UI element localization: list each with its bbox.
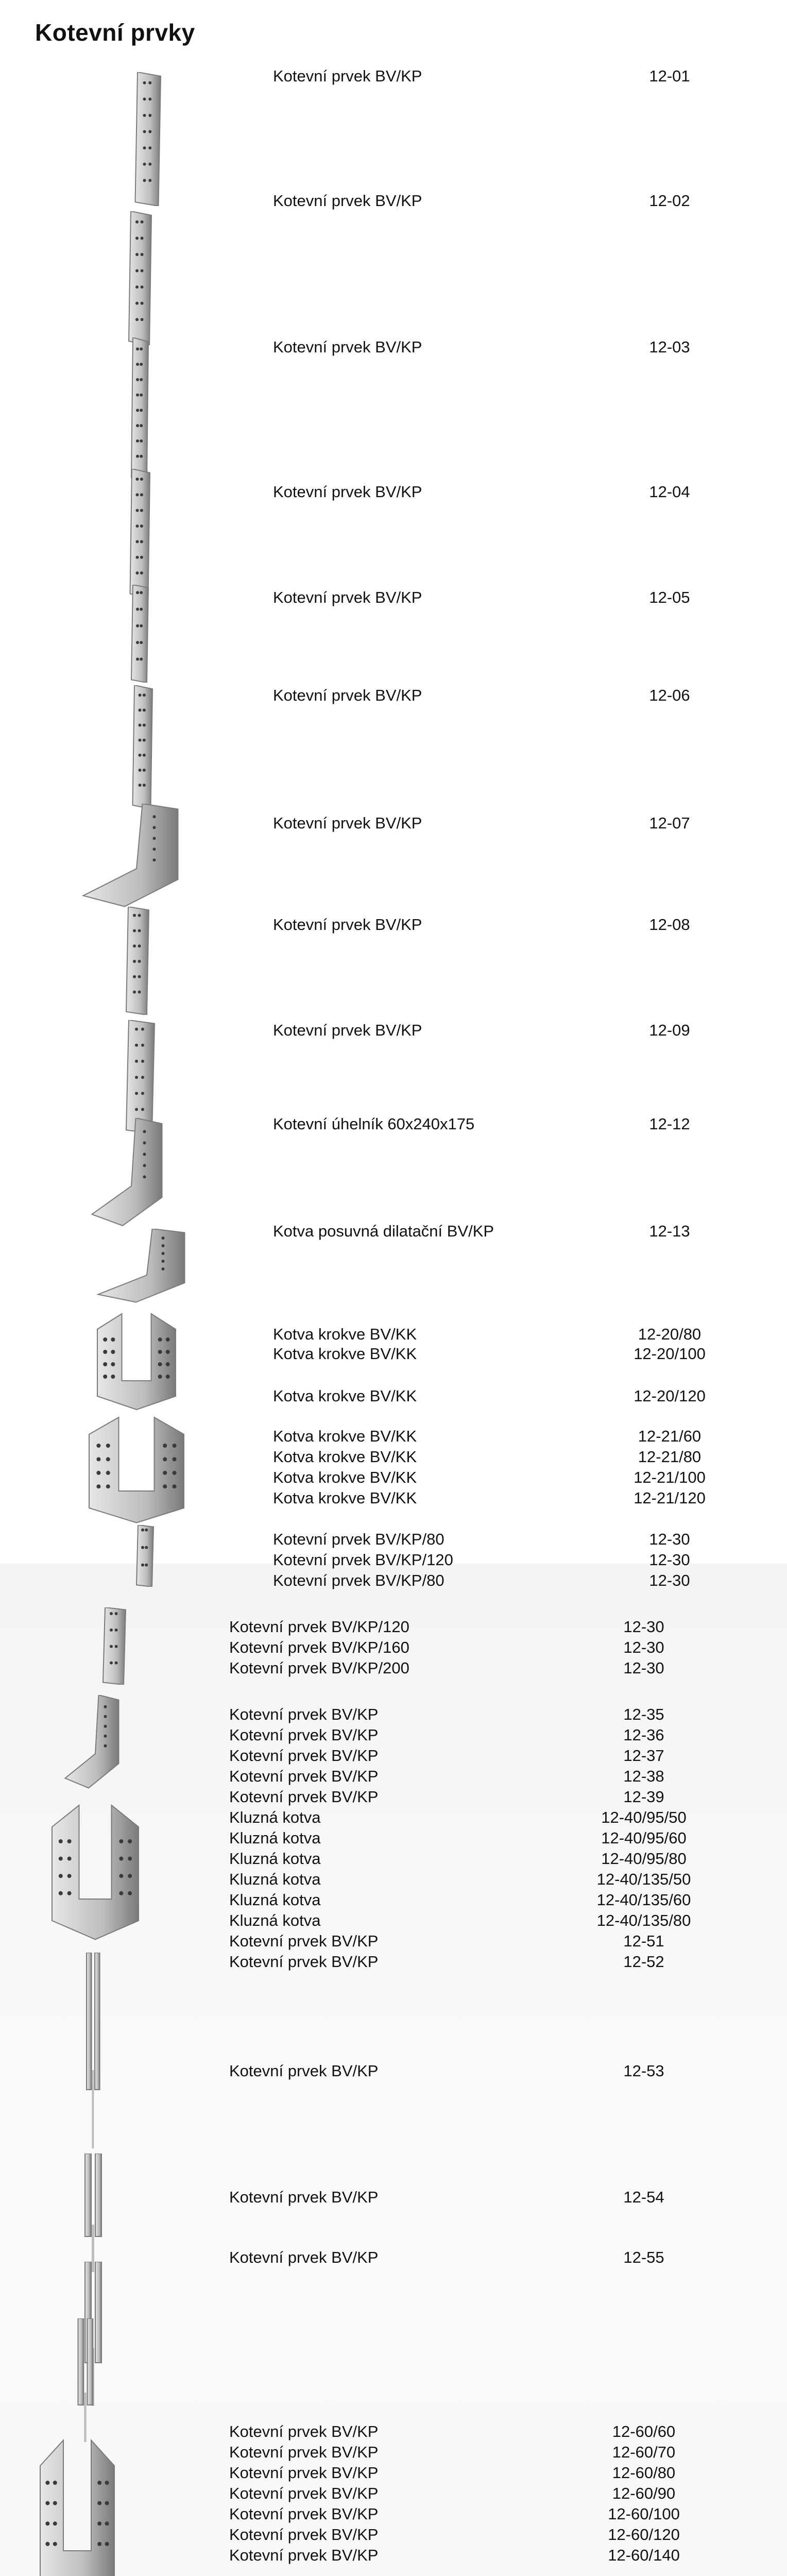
post-anchor-12-51-image xyxy=(72,1953,113,2148)
product-code: 12-20/100 xyxy=(634,1345,706,1363)
rafter-anchor-12-20-image xyxy=(88,1309,185,1412)
product-code: 12-53 xyxy=(623,2062,664,2080)
product-name: Kotva krokve BV/KK xyxy=(273,1387,417,1405)
product-name: Kotva krokve BV/KK xyxy=(273,1427,417,1445)
product-code: 12-20/80 xyxy=(638,1325,702,1343)
post-base-12-40-image xyxy=(41,1798,149,1942)
product-code: 12-36 xyxy=(623,1726,664,1744)
product-name: Kotevní prvek BV/KP xyxy=(229,2526,379,2544)
plate-strap-12-09-image xyxy=(113,1020,165,1133)
plate-strap-12-04-image xyxy=(121,469,157,598)
product-code: 12-30 xyxy=(649,1571,690,1589)
product-code: 12-38 xyxy=(623,1767,664,1785)
product-code: 12-60/80 xyxy=(612,2464,676,2482)
product-name: Kotevní prvek BV/KP xyxy=(229,2248,379,2266)
product-code: 12-40/135/50 xyxy=(596,1870,691,1888)
product-name: Kluzná kotva xyxy=(229,1808,321,1826)
product-code: 12-40/95/50 xyxy=(601,1808,687,1826)
product-name: Kluzná kotva xyxy=(229,1891,321,1909)
product-name: Kotva krokve BV/KK xyxy=(273,1489,417,1507)
product-name: Kotevní prvek BV/KP/120 xyxy=(229,1618,409,1636)
product-name: Kluzná kotva xyxy=(229,1870,321,1888)
product-name: Kotevní prvek BV/KP xyxy=(229,2422,379,2441)
plate-strap-12-06-image xyxy=(124,685,160,809)
product-code: 12-09 xyxy=(649,1021,690,1039)
angle-12-35-image xyxy=(62,1695,129,1793)
product-code: 12-01 xyxy=(649,67,690,85)
product-name: Kotevní prvek BV/KP xyxy=(229,2546,379,2564)
product-name: Kotevní prvek BV/KP xyxy=(229,1705,379,1723)
product-name: Kotevní prvek BV/KP xyxy=(273,483,422,501)
product-name: Kotevní prvek BV/KP xyxy=(273,1021,422,1039)
product-name: Kotevní prvek BV/KP xyxy=(229,1767,379,1785)
product-row xyxy=(0,685,787,706)
plate-12-30-small-image xyxy=(129,1525,160,1587)
product-code: 12-07 xyxy=(649,814,690,832)
product-code: 12-21/100 xyxy=(634,1468,706,1486)
product-code: 12-03 xyxy=(649,338,690,356)
product-name: Kotevní prvek BV/KP xyxy=(229,1932,379,1950)
product-code: 12-52 xyxy=(623,1953,664,1971)
plate-strap-12-03-image xyxy=(124,337,155,482)
product-code: 12-60/140 xyxy=(608,2546,680,2564)
plate-strap-12-02-image xyxy=(118,211,160,345)
product-code: 12-21/60 xyxy=(638,1427,702,1445)
product-name: Kluzná kotva xyxy=(229,1850,321,1868)
product-code: 12-60/100 xyxy=(608,2505,680,2523)
product-name: Kotva krokve BV/KK xyxy=(273,1448,417,1466)
product-code: 12-13 xyxy=(649,1222,690,1240)
product-code: 12-40/95/80 xyxy=(601,1850,687,1868)
product-row xyxy=(0,1952,787,1972)
product-code: 12-40/95/60 xyxy=(601,1829,687,1847)
product-row xyxy=(0,66,787,87)
product-name: Kotevní prvek BV/KP xyxy=(229,2464,379,2482)
product-row xyxy=(0,587,787,608)
product-code: 12-35 xyxy=(623,1705,664,1723)
product-code: 12-02 xyxy=(649,192,690,210)
product-name: Kotevní úhelník 60x240x175 xyxy=(273,1115,475,1133)
plate-12-30-image xyxy=(93,1607,134,1685)
product-name: Kluzná kotva xyxy=(229,1911,321,1929)
product-row xyxy=(0,1550,787,1570)
product-name: Kotevní prvek BV/KP/120 xyxy=(273,1551,453,1569)
product-name: Kotevní prvek BV/KP xyxy=(229,2505,379,2523)
product-name: Kotevní prvek BV/KP xyxy=(229,2443,379,2461)
product-name: Kotevní prvek BV/KP xyxy=(273,686,422,704)
product-name: Kotevní prvek BV/KP xyxy=(273,588,422,606)
product-name: Kotevní prvek BV/KP xyxy=(273,338,422,356)
product-row xyxy=(0,2061,787,2081)
product-code: 12-21/120 xyxy=(634,1489,706,1507)
product-code: 12-30 xyxy=(623,1638,664,1656)
product-name: Kotva posuvná dilatační BV/KP xyxy=(273,1222,494,1240)
product-row xyxy=(0,191,787,211)
post-anchor-12-53-image xyxy=(67,2154,118,2272)
product-name: Kotva krokve BV/KK xyxy=(273,1345,417,1363)
product-row xyxy=(0,482,787,502)
product-name: Kotevní prvek BV/KP xyxy=(229,1726,379,1744)
product-code: 12-51 xyxy=(623,1932,664,1950)
product-code: 12-60/60 xyxy=(612,2422,676,2441)
plate-strap-12-08-image xyxy=(116,907,157,1015)
product-code: 12-37 xyxy=(623,1747,664,1765)
product-code: 12-08 xyxy=(649,916,690,934)
product-name: Kotevní prvek BV/KP xyxy=(273,192,422,210)
product-code: 12-40/135/80 xyxy=(596,1911,691,1929)
product-code: 12-30 xyxy=(649,1530,690,1548)
product-name: Kotevní prvek BV/KP xyxy=(229,2062,379,2080)
product-code: 12-60/70 xyxy=(612,2443,676,2461)
product-code: 12-21/80 xyxy=(638,1448,702,1466)
product-code: 12-60/120 xyxy=(608,2526,680,2544)
product-code: 12-04 xyxy=(649,483,690,501)
product-name: Kotva krokve BV/KK xyxy=(273,1325,417,1343)
post-base-12-60-image xyxy=(31,2432,124,2576)
plate-strap-12-01-image xyxy=(124,72,170,206)
product-code: 12-06 xyxy=(649,686,690,704)
product-code: 12-54 xyxy=(623,2188,664,2206)
product-code: 12-20/120 xyxy=(634,1387,706,1405)
product-code: 12-30 xyxy=(623,1618,664,1636)
post-anchor-12-55-image xyxy=(62,2318,108,2442)
rafter-anchor-12-21-image xyxy=(77,1412,196,1525)
product-name: Kotevní prvek BV/KP xyxy=(273,814,422,832)
product-name: Kotevní prvek BV/KP/160 xyxy=(229,1638,409,1656)
angle-bracket-12-12-image xyxy=(88,1118,175,1231)
product-name: Kotevní prvek BV/KP xyxy=(229,1788,379,1806)
page-title: Kotevní prvky xyxy=(35,19,195,46)
product-row xyxy=(0,1570,787,1591)
product-code: 12-30 xyxy=(649,1551,690,1569)
product-name: Kotevní prvek BV/KP xyxy=(229,2188,379,2206)
product-name: Kotva krokve BV/KK xyxy=(273,1468,417,1486)
angle-plate-12-07-image xyxy=(77,804,196,912)
product-code: 12-55 xyxy=(623,2248,664,2266)
product-name: Kotevní prvek BV/KP xyxy=(229,2484,379,2502)
product-code: 12-30 xyxy=(623,1659,664,1677)
product-name: Kotevní prvek BV/KP xyxy=(273,916,422,934)
product-name: Kluzná kotva xyxy=(229,1829,321,1847)
product-name: Kotevní prvek BV/KP/80 xyxy=(273,1530,444,1548)
product-name: Kotevní prvek BV/KP xyxy=(273,67,422,85)
product-code: 12-60/90 xyxy=(612,2484,676,2502)
product-name: Kotevní prvek BV/KP/200 xyxy=(229,1659,409,1677)
product-name: Kotevní prvek BV/KP/80 xyxy=(273,1571,444,1589)
product-name: Kotevní prvek BV/KP xyxy=(229,1747,379,1765)
product-name: Kotevní prvek BV/KP xyxy=(229,1953,379,1971)
product-row xyxy=(0,1529,787,1550)
product-code: 12-12 xyxy=(649,1115,690,1133)
product-code: 12-40/135/60 xyxy=(596,1891,691,1909)
product-code: 12-05 xyxy=(649,588,690,606)
product-code: 12-39 xyxy=(623,1788,664,1806)
sliding-anchor-12-13-image xyxy=(93,1229,201,1306)
plate-strap-12-05-image xyxy=(124,585,155,683)
